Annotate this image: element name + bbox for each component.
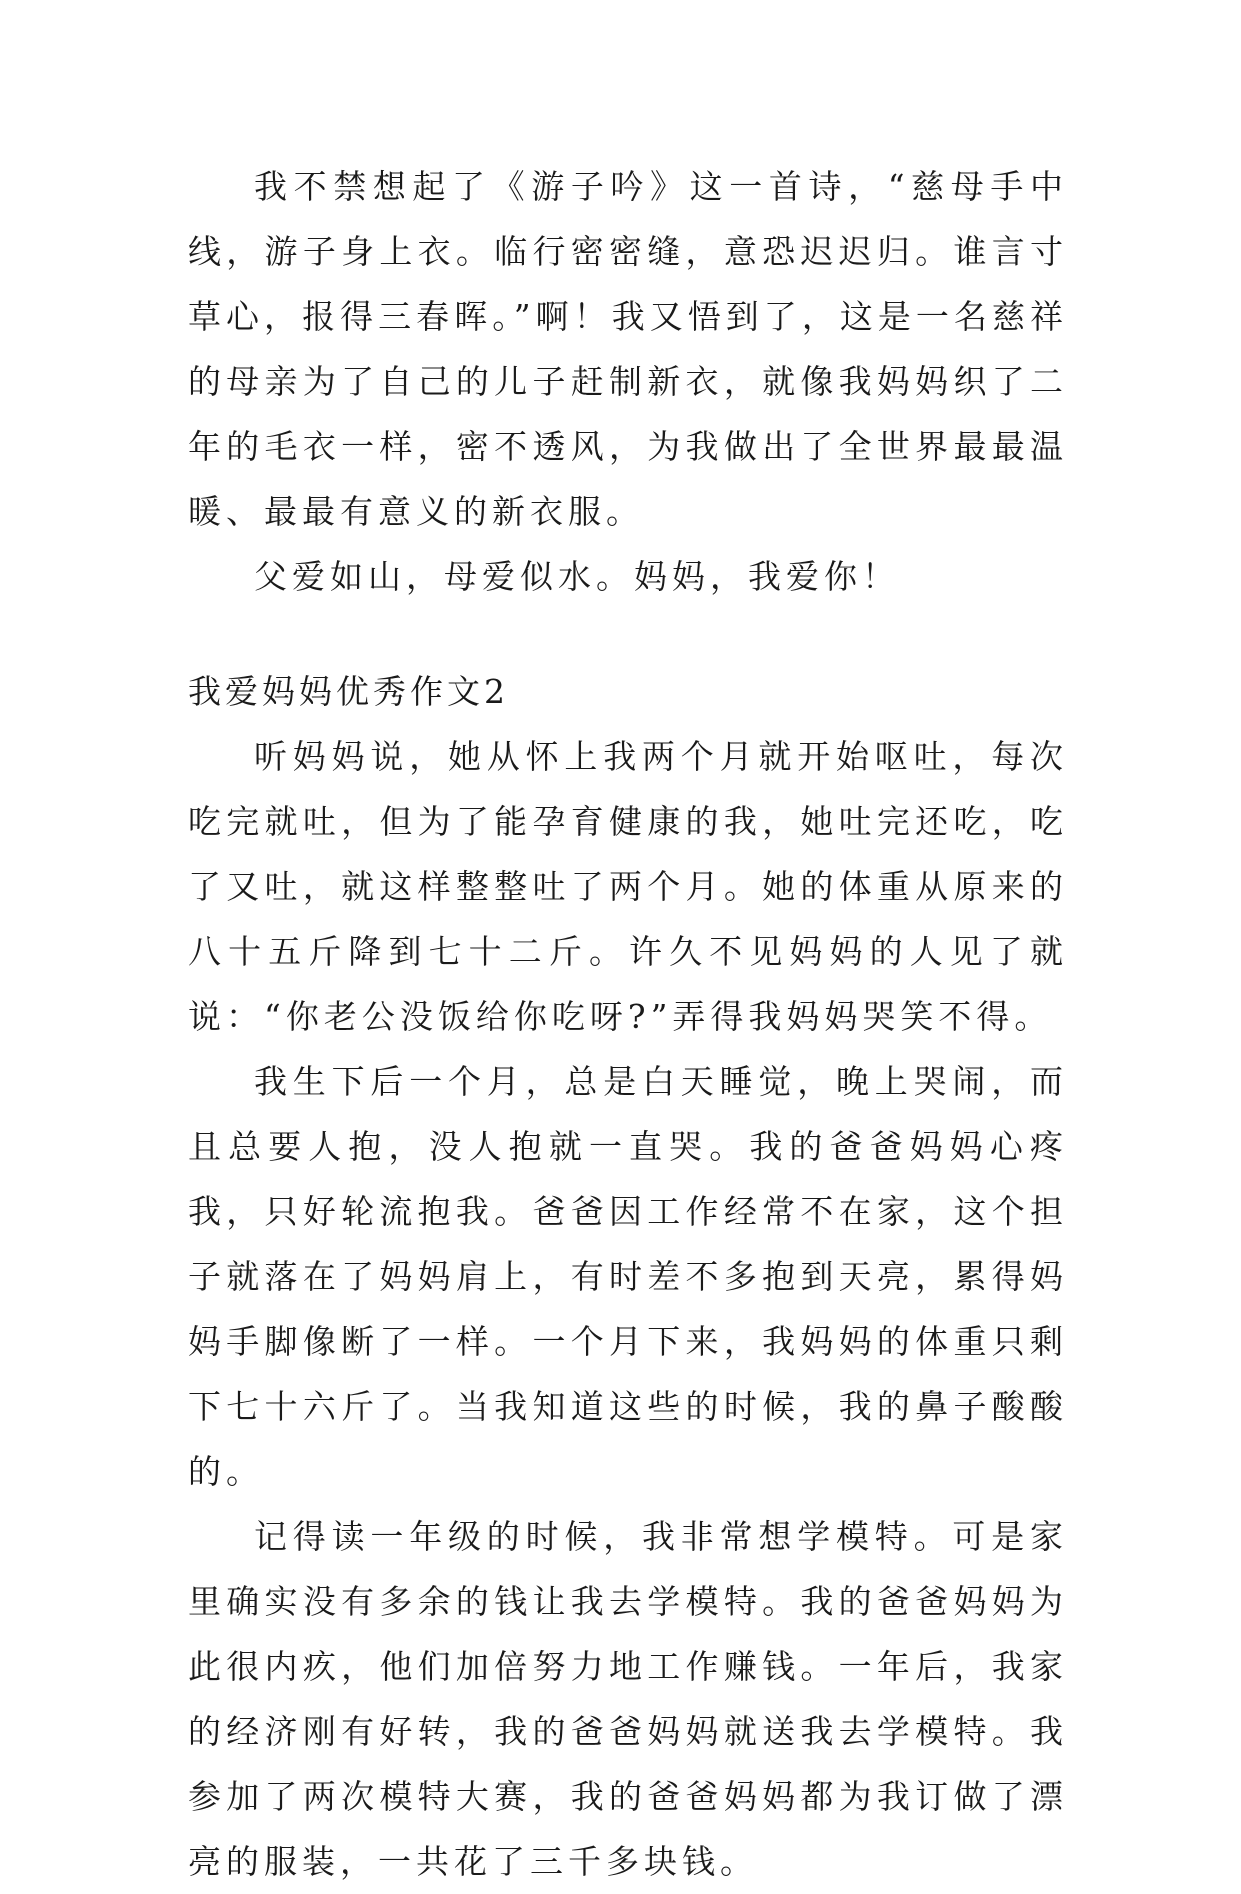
essay-part-2 — [188, 659, 1068, 1894]
paragraph-pregnancy: 听妈妈说，她从怀上我两个月就开始呕吐，每次吃完就吐，但为了能孕育健康的我，她吐完还吃，吃了又吐，就这样整整吐了两个月。她的体重从原来的八十五斤降到七十二斤。许久不见妈妈的人见了就说：“你老公没饭给你吃呀?”弄得我妈妈哭笑不得。 — [188, 737, 1068, 1036]
essay-heading: 我爱妈妈优秀作文2 — [188, 672, 509, 711]
document-body — [188, 154, 1068, 1894]
paragraph-poem-reflection: 我不禁想起了《游子吟》这一首诗，“慈母手中线，游子身上衣。临行密密缝，意恐迟迟归。谁言寸草心，报得三春晖。”啊！我又悟到了，这是一名慈祥的母亲为了自己的儿子赶制新衣，就像我妈妈织了二年的毛衣一样，密不透风，为我做出了全世界最最温暖、最最有意义的新衣服。 — [188, 167, 1068, 531]
essay-part-1 — [188, 154, 1068, 609]
paragraph-closing-line: 父爱如山，母爱似水。妈妈，我爱你！ — [254, 557, 900, 596]
paragraph-infancy: 我生下后一个月，总是白天睡觉，晚上哭闹，而且总要人抱，没人抱就一直哭。我的爸爸妈妈心疼我，只好轮流抱我。爸爸因工作经常不在家，这个担子就落在了妈妈肩上，有时差不多抱到天亮，累得妈妈手脚像断了一样。一个月下来，我妈妈的体重只剩下七十六斤了。当我知道这些的时候，我的鼻子酸酸的。 — [188, 1062, 1068, 1491]
paragraph-modeling: 记得读一年级的时候，我非常想学模特。可是家里确实没有多余的钱让我去学模特。我的爸爸妈妈为此很内疚，他们加倍努力地工作赚钱。一年后，我家的经济刚有好转，我的爸爸妈妈就送我去学模特。我参加了两次模特大赛，我的爸爸妈妈都为我订做了漂亮的服装，一共花了三千多块钱。 — [188, 1517, 1068, 1881]
